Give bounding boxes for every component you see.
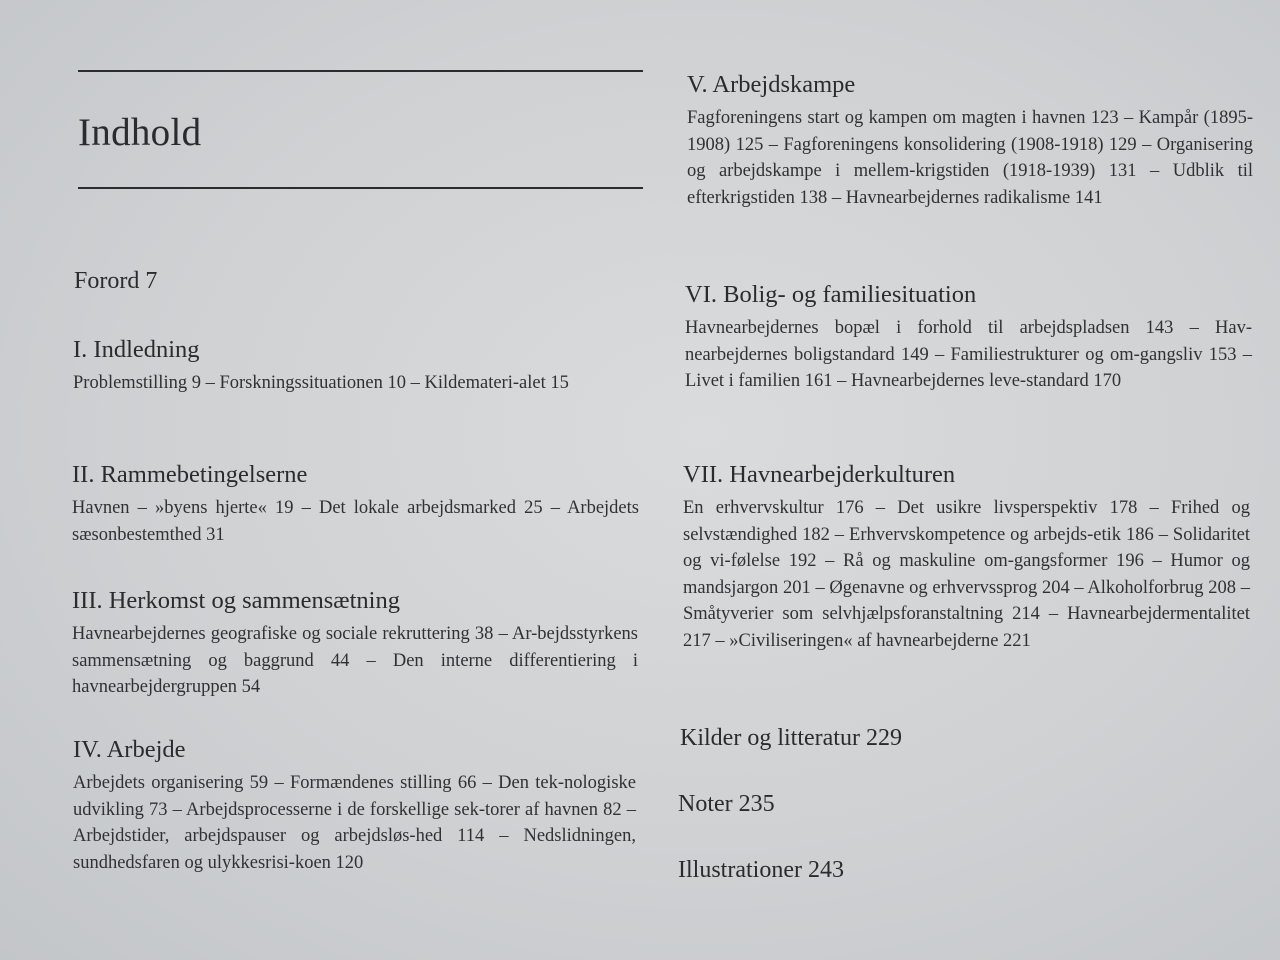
toc-notes: Noter 235 <box>678 791 775 817</box>
chapter-heading: V. Arbejdskampe <box>687 71 856 98</box>
page-title: Indhold <box>78 111 202 154</box>
top-rule <box>78 70 643 72</box>
chapter-contents: Problemstilling 9 – Forskningssituationen 10 – Kildemateri-alet 15 <box>73 373 569 393</box>
toc-chapter-5 <box>687 70 1253 211</box>
chapter-contents: Fagforeningens start og kampen om magten i havnen 123 – Kampår (1895-1908) 125 – Fagforeningens konsolidering (1908-1918) 129 – Organisering og arbejdskampe i mellem-krigstiden (1918-1939) 131 – Udblik til efterkrigstiden 138 – Havnearbejdernes radikalisme 141 <box>687 108 1253 208</box>
toc-chapter-1 <box>73 335 640 397</box>
toc-illustrations: Illustrationer 243 <box>678 857 844 883</box>
chapter-heading: VII. Havnearbejderkulturen <box>683 461 956 488</box>
chapter-contents: Arbejdets organisering 59 – Formændenes stilling 66 – Den tek-nologiske udvikling 73 – Arbejdsprocesserne i de forskellige sek-torer af havnen 82 – Arbejdstider, arbejdspauser og arbejdsløs-hed 114 – Nedslidningen, sundhedsfaren og ulykkesrisi-koen 120 <box>73 773 636 873</box>
chapter-contents: En erhvervskultur 176 – Det usikre livsperspektiv 178 – Frihed og selvstændighed 182 – Erhvervskompetence og arbejds-etik 186 – Solidaritet og vi-følelse 192 – Rå og maskuline om-gangsformer 196 – Humor og mandsjargon 201 – Øgenavne og erhvervssprog 204 – Alkoholforbrug 208 – Småtyverier som selvhjælpsforanstaltning 214 – Havnearbejdermentalitet 217 – »Civiliseringen« af havnearbejderne 221 <box>683 498 1250 651</box>
toc-chapter-4 <box>73 735 636 876</box>
toc-sources: Kilder og litteratur 229 <box>680 725 902 751</box>
chapter-heading: IV. Arbejde <box>73 736 186 763</box>
toc-chapter-2 <box>72 460 639 548</box>
chapter-heading: II. Rammebetingelserne <box>72 461 308 488</box>
chapter-heading: III. Herkomst og sammensætning <box>72 587 400 614</box>
chapter-contents: Havnen – »byens hjerte« 19 – Det lokale arbejdsmarked 25 – Arbejdets sæsonbestemthed 31 <box>72 498 639 545</box>
title-rule <box>78 187 643 189</box>
chapter-heading: I. Indledning <box>73 336 200 363</box>
toc-chapter-3 <box>72 586 638 701</box>
toc-chapter-7 <box>683 460 1250 654</box>
toc-chapter-6 <box>685 280 1252 395</box>
toc-foreword: Forord 7 <box>74 268 158 294</box>
chapter-heading: VI. Bolig- og familiesituation <box>685 281 977 308</box>
chapter-contents: Havnearbejdernes bopæl i forhold til arbejdspladsen 143 – Hav-nearbejdernes boligstandard 149 – Familiestrukturer og om-gangsliv 153 – Livet i familien 161 – Havnearbejdernes leve-standard 170 <box>685 318 1252 391</box>
chapter-contents: Havnearbejdernes geografiske og sociale rekruttering 38 – Ar-bejdsstyrkens sammensætning og baggrund 44 – Den interne differentiering i havnearbejdergruppen 54 <box>72 624 638 697</box>
